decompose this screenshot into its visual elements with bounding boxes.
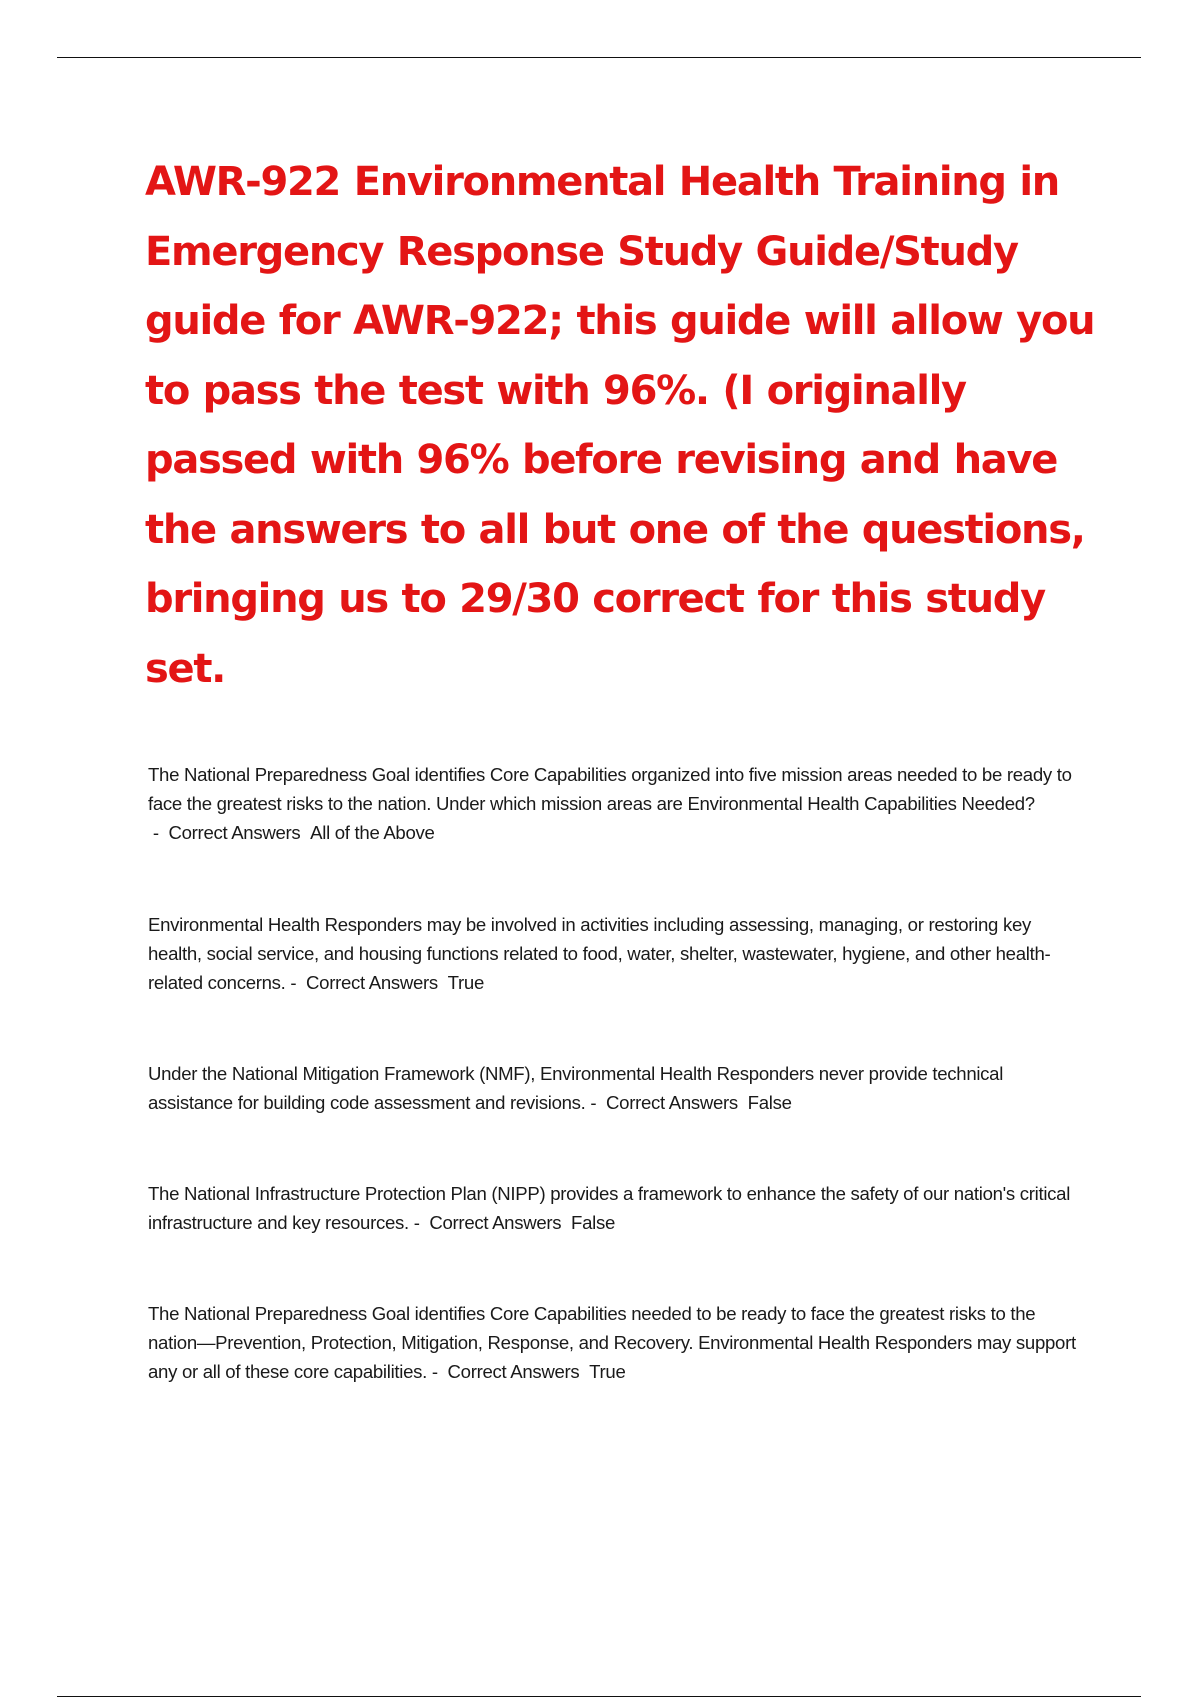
question-text: The National Infrastructure Protection Plan (NIPP) provides a framework to enhance the safety of our nation's critical infrastructure and key resources. <box>148 1183 1071 1233</box>
answer-separator: - <box>427 1361 448 1382</box>
answer-value: True <box>447 972 485 993</box>
top-divider <box>57 57 1141 58</box>
bottom-divider <box>57 1696 1141 1697</box>
answer-label: Correct Answers <box>429 1212 562 1233</box>
answer-value: False <box>747 1092 792 1113</box>
question-item-2 <box>148 910 1088 997</box>
question-text: Environmental Health Responders may be involved in activities including assessing, managing, or restoring key health, social service, and housing functions related to food, water, shelter, wastewater, hygiene, and other health-related concerns. <box>148 914 1051 993</box>
answer-label: Correct Answers <box>606 1092 738 1113</box>
answer-label: Correct Answers <box>306 972 438 993</box>
question-text: The National Preparedness Goal identifies Core Capabilities organized into five mission areas needed to be ready to face the greatest risks to the nation. Under which mission areas are Environmental Health Capabilities Needed? <box>148 764 1072 814</box>
answer-label: Correct Answers <box>168 822 301 843</box>
document-title: AWR-922 Environmental Health Training in Emergency Response Study Guide/Study guide for AWR-922; this guide will allow you to pass the test with 96%. (I originally passed with 96% before revising and have the answers to all but one of the questions, bringing us to 29/30 correct for this study set. <box>145 159 1095 692</box>
answer-separator: - <box>408 1212 430 1233</box>
question-text: The National Preparedness Goal identifies Core Capabilities needed to be ready to face the greatest risks to the nation—Prevention, Protection, Mitigation, Response, and Recovery. Environmental Health Responders may support any or all of these core capabilities. <box>148 1303 1076 1382</box>
answer-separator: - <box>148 822 169 843</box>
question-text: Under the National Mitigation Framework (NMF), Environmental Health Responders never provide technical assistance for building code assessment and revisions. <box>148 1063 1004 1113</box>
answer-separator: - <box>285 972 307 993</box>
answer-separator: - <box>585 1092 607 1113</box>
question-item-5 <box>148 1299 1088 1386</box>
answer-value: All of the Above <box>310 822 435 843</box>
question-item-4 <box>148 1179 1088 1237</box>
answer-label: Correct Answers <box>447 1361 580 1382</box>
answer-value: True <box>589 1361 626 1382</box>
answer-value: False <box>571 1212 615 1233</box>
question-item-3 <box>148 1059 1088 1117</box>
question-item-1 <box>148 760 1088 847</box>
